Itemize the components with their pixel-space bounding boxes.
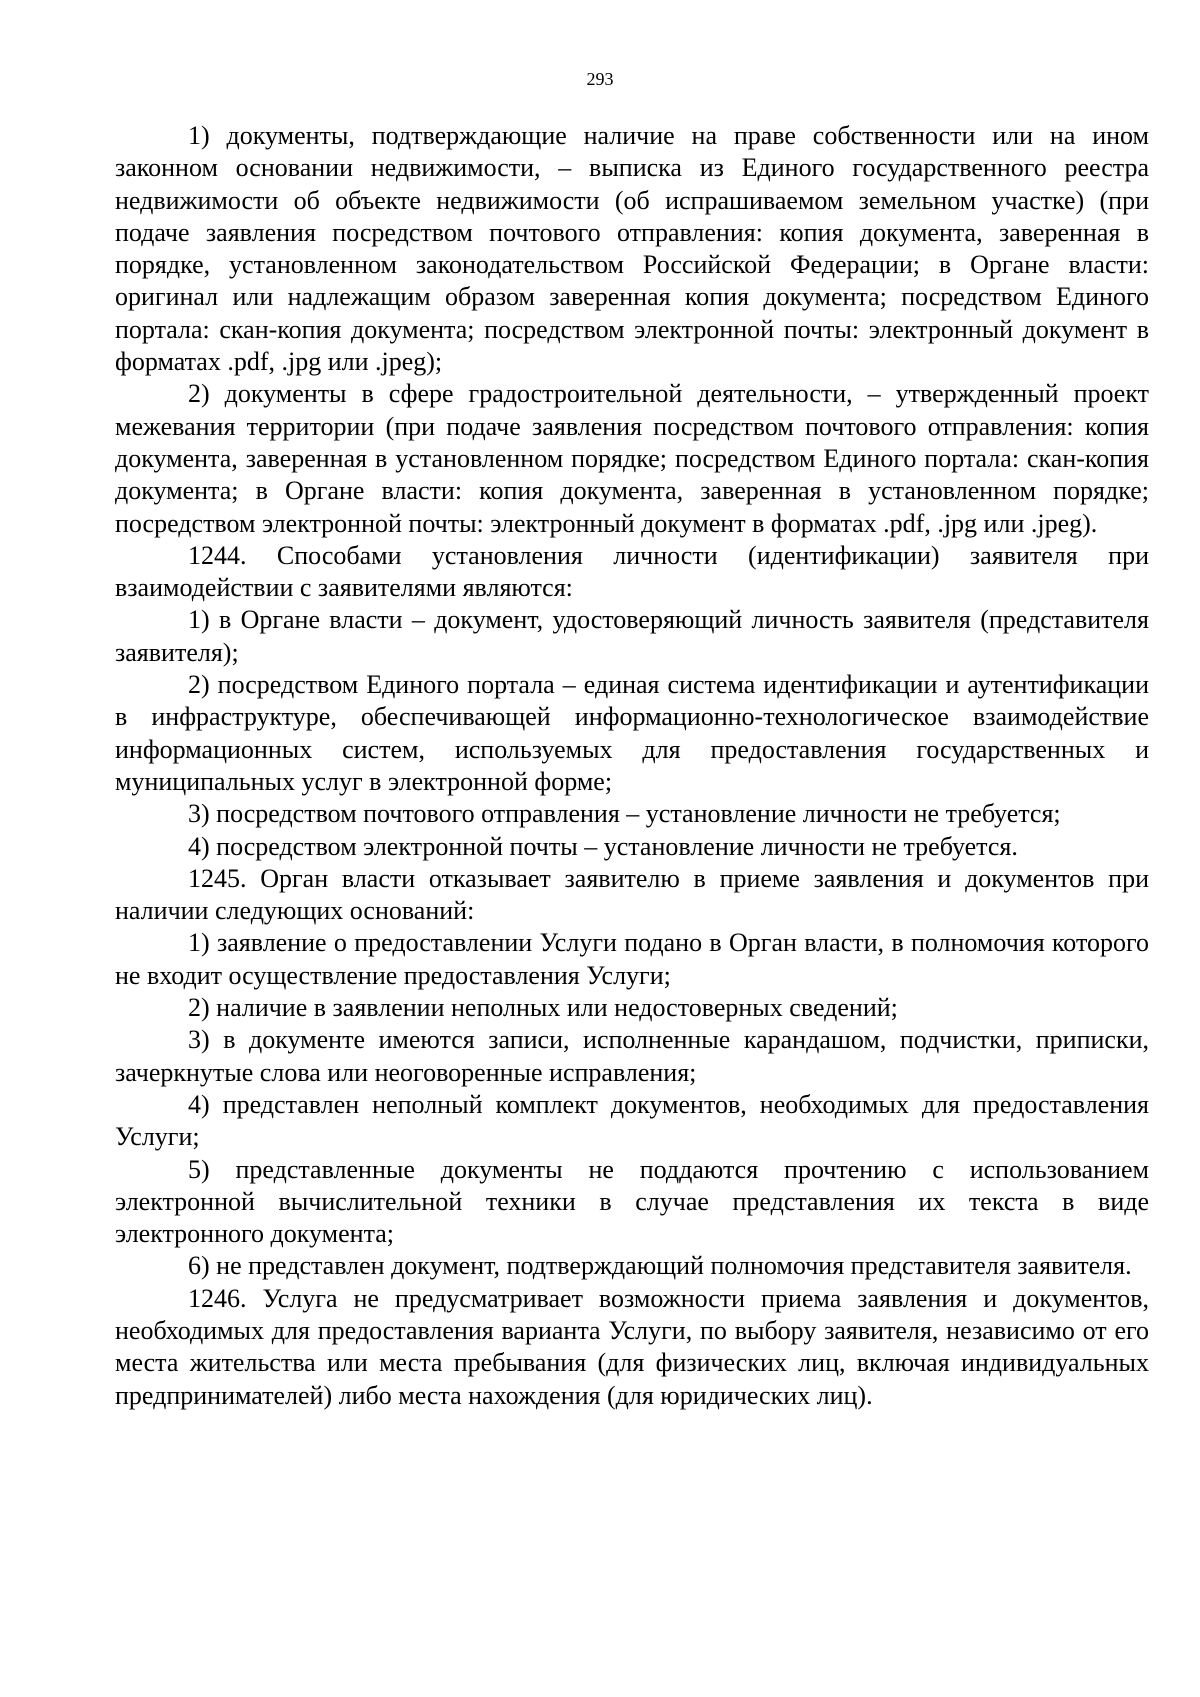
paragraph-1245-item-3: 3) в документе имеются записи, исполненные карандашом, подчистки, приписки, зачеркнутые слова или неоговоренные исправления; xyxy=(115,1025,1149,1087)
paragraph-item-1: 1) документы, подтверждающие наличие на праве собственности или на ином законном основании недвижимости, – выписка из Единого государственного реестра недвижимости об объекте недвижимости (об испрашиваемом земельном участке) (при подаче заявления посредством почтового отправления: копия документа, заверенная в порядке, установленном законодательством Российской Федерации; в Органе власти: оригинал или надлежащим образом заверенная копия документа; посредством Единого портала: скан-копия документа; посредством электронной почты: электронный документ в форматах .pdf, .jpg или .jpeg); xyxy=(115,121,1149,377)
paragraph-1245-item-2: 2) наличие в заявлении неполных или недостоверных сведений; xyxy=(188,993,898,1023)
paragraph-1245-item-4: 4) представлен неполный комплект документов, необходимых для предоставления Услуги; xyxy=(115,1089,1149,1152)
paragraph-1244-item-3: 3) посредством почтового отправления – установление личности не требуется; xyxy=(188,799,1061,829)
paragraph-1245: 1245. Орган власти отказывает заявителю в приеме заявления и документов при наличии следующих оснований: xyxy=(115,863,1149,926)
paragraph-1244-item-2: 2) посредством Единого портала – единая система идентификации и аутентификации в инфраструктуре, обеспечивающей информационно-технологическое взаимодействие информационных систем, используемых для предоставления государственных и муниципальных услуг в электронной форме; xyxy=(115,670,1149,796)
paragraph-1244: 1244. Способами установления личности (идентификации) заявителя при взаимодействии с заявителями являются: xyxy=(115,540,1149,603)
paragraph-1245-item-1: 1) заявление о предоставлении Услуги подано в Орган власти, в полномочия которого не входит осуществление предоставления Услуги; xyxy=(115,928,1149,990)
paragraph-1244-item-4: 4) посредством электронной почты – установление личности не требуется. xyxy=(188,831,1018,861)
paragraph-1244-item-1: 1) в Органе власти – документ, удостоверяющий личность заявителя (представителя заявителя); xyxy=(115,605,1149,667)
paragraph-item-2: 2) документы в сфере градостроительной деятельности, – утвержденный проект межевания территории (при подаче заявления посредством почтового отправления: копия документа, заверенная в установленном порядке; посредством Единого портала: скан-копия документа; в Органе власти: копия документа, заверенная в установленном порядке; посредством электронной почты: электронный документ в форматах .pdf, .jpg или .jpeg). xyxy=(115,379,1149,538)
paragraph-1246: 1246. Услуга не предусматривает возможности приема заявления и документов, необходимых для предоставления варианта Услуги, по выбору заявителя, независимо от его места жительства или места пребывания (для физических лиц, включая индивидуальных предпринимателей) либо места нахождения (для юридических лиц). xyxy=(115,1283,1149,1410)
paragraph-1245-item-6: 6) не представлен документ, подтверждающий полномочия представителя заявителя. xyxy=(188,1251,1132,1281)
document-body xyxy=(115,120,1149,1412)
page-number: 293 xyxy=(586,69,614,89)
paragraph-1245-item-5: 5) представленные документы не поддаются прочтению с использованием электронной вычислительной техники в случае представления их текста в виде электронного документа; xyxy=(115,1154,1149,1249)
